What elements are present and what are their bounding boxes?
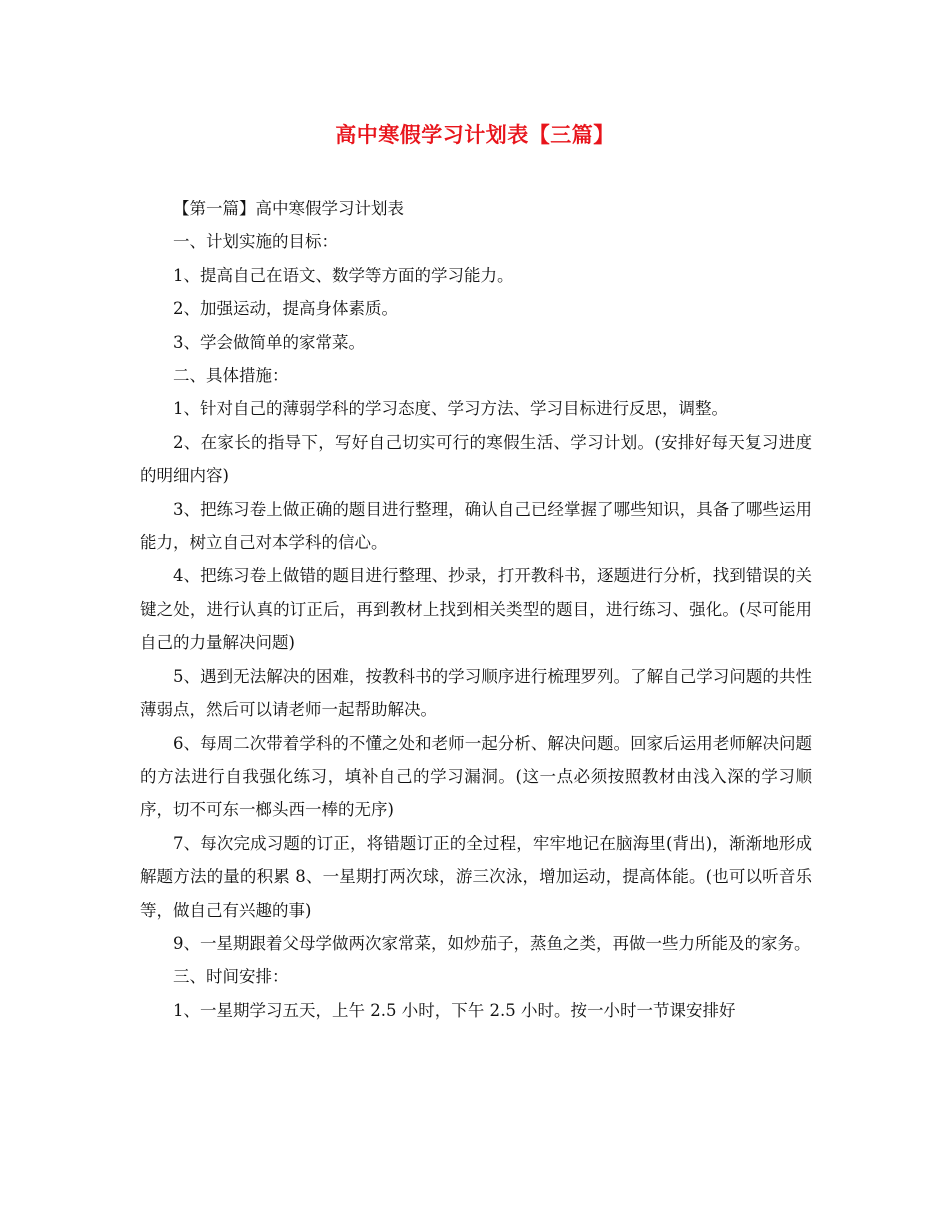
- goal-item: 3、学会做简单的家常菜。: [173, 332, 365, 352]
- heading-goals: 一、计划实施的目标：: [173, 232, 338, 252]
- schedule-item: 1、一星期学习五天，上午 2.5 小时，下午 2.5 小时。按一小时一节课安排好: [173, 1000, 736, 1020]
- measure-item: 5、遇到无法解决的困难，按教科书的学习顺序进行梳理罗列。了解自己学习问题的共性薄弱点，然后可以请老师一起帮助解决。: [140, 666, 812, 720]
- measure-item: 4、把练习卷上做错的题目进行整理、抄录，打开教科书，逐题进行分析，找到错误的关键之处，进行认真的订正后，再到教材上找到相关类型的题目，进行练习、强化。(尽可能用自己的力量解决问题): [140, 566, 812, 653]
- goal-item: 1、提高自己在语文、数学等方面的学习能力。: [173, 265, 514, 285]
- section-heading-first: 【第一篇】高中寒假学习计划表: [173, 199, 404, 218]
- goal-item: 2、加强运动，提高身体素质。: [173, 299, 398, 319]
- heading-schedule: 三、时间安排：: [173, 967, 289, 987]
- measure-item: 6、每周二次带着学科的不懂之处和老师一起分析、解决问题。回家后运用老师解决问题的方法进行自我强化练习，填补自己的学习漏洞。(这一点必须按照教材由浅入深的学习顺序，切不可东一榔头西一棒的无序): [140, 733, 812, 820]
- document-title: 高中寒假学习计划表【三篇】: [335, 122, 615, 147]
- heading-measures: 二、具体措施：: [173, 366, 289, 386]
- measure-item: 2、在家长的指导下，写好自己切实可行的寒假生活、学习计划。(安排好每天复习进度的明细内容): [140, 432, 812, 486]
- document-body: [140, 192, 812, 1027]
- measure-item: 1、针对自己的薄弱学科的学习态度、学习方法、学习目标进行反思，调整。: [173, 399, 728, 419]
- measure-item: 3、把练习卷上做正确的题目进行整理，确认自己已经掌握了哪些知识，具备了哪些运用能力，树立自己对本学科的信心。: [140, 499, 812, 553]
- measure-item: 9、一星期跟着父母学做两次家常菜，如炒茄子，蒸鱼之类，再做一些力所能及的家务。: [173, 933, 811, 953]
- measure-item: 7、每次完成习题的订正，将错题订正的全过程，牢牢地记在脑海里(背出)，渐渐地形成解题方法的量的积累 8、一星期打两次球，游三次泳，增加运动，提高体能。(也可以听音乐等，做自己有兴趣的事): [140, 833, 812, 920]
